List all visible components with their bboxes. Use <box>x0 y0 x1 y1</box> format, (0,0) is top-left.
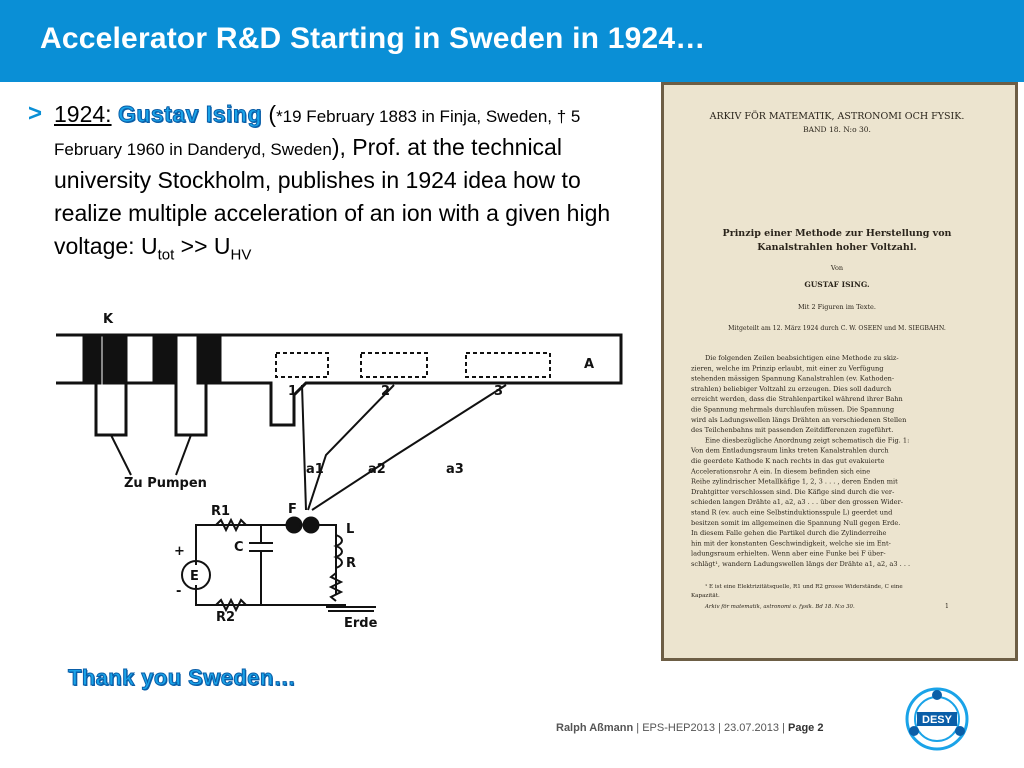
label-a3: a3 <box>446 462 464 477</box>
paper-title-1: Prinzip einer Methode zur Herstellung von <box>722 228 952 239</box>
slide-title: Accelerator R&D Starting in Sweden in 1924… <box>40 22 706 55</box>
paper-paragraph-line: die geerdete Kathode K nach rechts in das gut evakuierte <box>691 457 885 465</box>
accelerator-schematic <box>56 305 646 627</box>
person-name: Gustav Ising <box>117 101 262 127</box>
label-erde: Erde <box>344 616 378 627</box>
body-text <box>54 98 634 272</box>
label-cage-1: 1 <box>288 384 298 399</box>
footer-author: Ralph Aßmann <box>556 722 634 734</box>
footer-conference: EPS-HEP2013 <box>642 722 715 734</box>
label-pumps: Zu Pumpen <box>124 476 207 491</box>
label-r1: R1 <box>211 504 231 519</box>
label-k: K <box>103 312 114 327</box>
body-main-text: ), Prof. at the technical university Stockholm, publishes in 1924 idea how to realize multiple acceleration of an ion with a given high voltage: U <box>54 134 611 259</box>
bio-dates: *19 February 1883 in Finja, Sweden, † 5 February 1960 in Danderyd, Sweden <box>54 107 581 159</box>
paper-paragraph-line: schlägt¹, wandern Ladungswellen längs der Drähte a1, a2, a3 . . . <box>691 560 911 568</box>
paper-paragraph-line: Eine diesbezügliche Anordnung zeigt schematisch die Fig. 1: <box>705 436 910 445</box>
paper-paragraph-line: erreicht werden, dass die Strahlenpartikel während ihrer Bahn <box>691 395 903 404</box>
paper-paragraph-line: Accelerationsrohr A ein. In diesem befinden sich eine <box>691 467 871 476</box>
paren-open: ( <box>262 101 277 127</box>
paper-von: Von <box>830 264 844 272</box>
paper-figs: Mit 2 Figuren im Texte. <box>798 303 876 311</box>
footer-separator: | <box>779 722 788 734</box>
paper-paragraph-line: stehenden mässigen Spannung Kanalstrahlen (ev. Kathoden- <box>691 374 895 383</box>
paper-paragraph-line: hin mit der konstanten Geschwindigkeit, welche sie im Ent- <box>691 539 891 548</box>
paper-paragraph-line: Drahtgitter verschlossen sind. Die Käfige sind durch die ver- <box>691 487 895 496</box>
paper-author: GUSTAF ISING. <box>804 280 870 289</box>
paper-paragraph-line: besitzen somit im allgemeinen die Spannung Null gegen Erde. <box>691 518 901 527</box>
bullet-marker: > <box>28 100 43 127</box>
paper-page-number: 1 <box>945 603 949 610</box>
journal-scan <box>661 82 1018 661</box>
paper-paragraph-line: Reihe zylindrischer Metallkäfige 1, 2, 3 . . . , deren Enden mit <box>691 477 898 486</box>
thanks-text: Thank you Sweden… <box>68 665 297 690</box>
journal-header: ARKIV FÖR MATEMATIK, ASTRONOMI OCH FYSIK. <box>709 111 965 122</box>
paper-title-2: Kanalstrahlen hoher Voltzahl. <box>757 242 917 253</box>
label-f: F <box>288 502 297 517</box>
subscript-hv: HV <box>230 246 252 264</box>
subscript-tot: tot <box>157 246 175 264</box>
year-label: 1924: <box>54 101 112 127</box>
paper-footnote-1: ¹ E ist eine Elektrizitätsquelle, R1 und R2 grosse Widerstände, C eine <box>705 584 903 590</box>
paper-paragraph-line: schieden langen Drähte a1, a2, a3 . . . über den grossen Wider- <box>691 498 903 507</box>
label-a2: a2 <box>368 462 386 477</box>
desy-logo-icon <box>904 686 970 752</box>
paper-paragraph-line: ladungsraum erhielten. Wenn aber eine Funke bei F über- <box>691 549 886 558</box>
slide-footer <box>556 722 823 734</box>
much-greater-text: >> U <box>174 233 231 259</box>
label-a1: a1 <box>306 462 324 477</box>
label-e: E <box>190 569 199 584</box>
label-l: L <box>346 522 355 537</box>
title-bar <box>0 0 1024 82</box>
paper-paragraph-line: stand R (ev. auch eine Selbstinduktionsspule L) geerdet und <box>691 508 893 517</box>
logo-text: DESY <box>922 714 952 726</box>
footer-page: Page 2 <box>788 722 824 734</box>
footer-date: 23.07.2013 <box>723 722 780 734</box>
label-minus: - <box>176 584 182 599</box>
label-cage-3: 3 <box>494 384 504 399</box>
paper-paragraph-line: die Spannung mehrmals durchlaufen müssen. Die Spannung <box>691 405 895 414</box>
paper-paragraph-line: Von dem Entladungsraum links treten Kanalstrahlen durch <box>691 446 889 455</box>
journal-band: BAND 18. N:o 30. <box>803 125 871 134</box>
paper-paragraph-line: In diesem Falle gehen die Partikel durch die Zylinderreihe <box>691 529 887 538</box>
label-r: R <box>346 556 357 571</box>
label-cage-2: 2 <box>381 384 391 399</box>
label-a: A <box>584 357 595 372</box>
footer-separator: | <box>714 722 724 734</box>
paper-paragraph-line: Die folgenden Zeilen beabsichtigen eine Methode zu skiz- <box>705 354 899 362</box>
label-c: C <box>234 540 244 555</box>
paper-paragraph-line: des Teilchenbahns mit passenden Zeitdifferenzen zugeführt. <box>691 426 894 435</box>
paper-paragraph-line: zieren, welche im Prinzip erlaubt, mit einer zu Verfügung <box>691 364 884 373</box>
label-plus: + <box>174 544 185 559</box>
footer-separator: | <box>633 722 643 734</box>
paper-communicated: Mitgeteilt am 12. März 1924 durch C. W. OSEEN und M. SIEGBAHN. <box>728 325 946 332</box>
paper-paragraph-line: wird als Ladungswellen längs Drähten an verschiedenen Stellen <box>691 415 907 424</box>
label-r2: R2 <box>216 610 236 625</box>
paper-footer: Arkiv för matematik, astronomi o. fysik. Bd 18. N:o 30. <box>705 604 855 610</box>
paper-paragraph-line: strahlen) beliebiger Voltzahl zu erzeugen. Dies soll dadurch <box>691 384 892 393</box>
paper-footnote-2: Kapazität. <box>691 593 720 599</box>
